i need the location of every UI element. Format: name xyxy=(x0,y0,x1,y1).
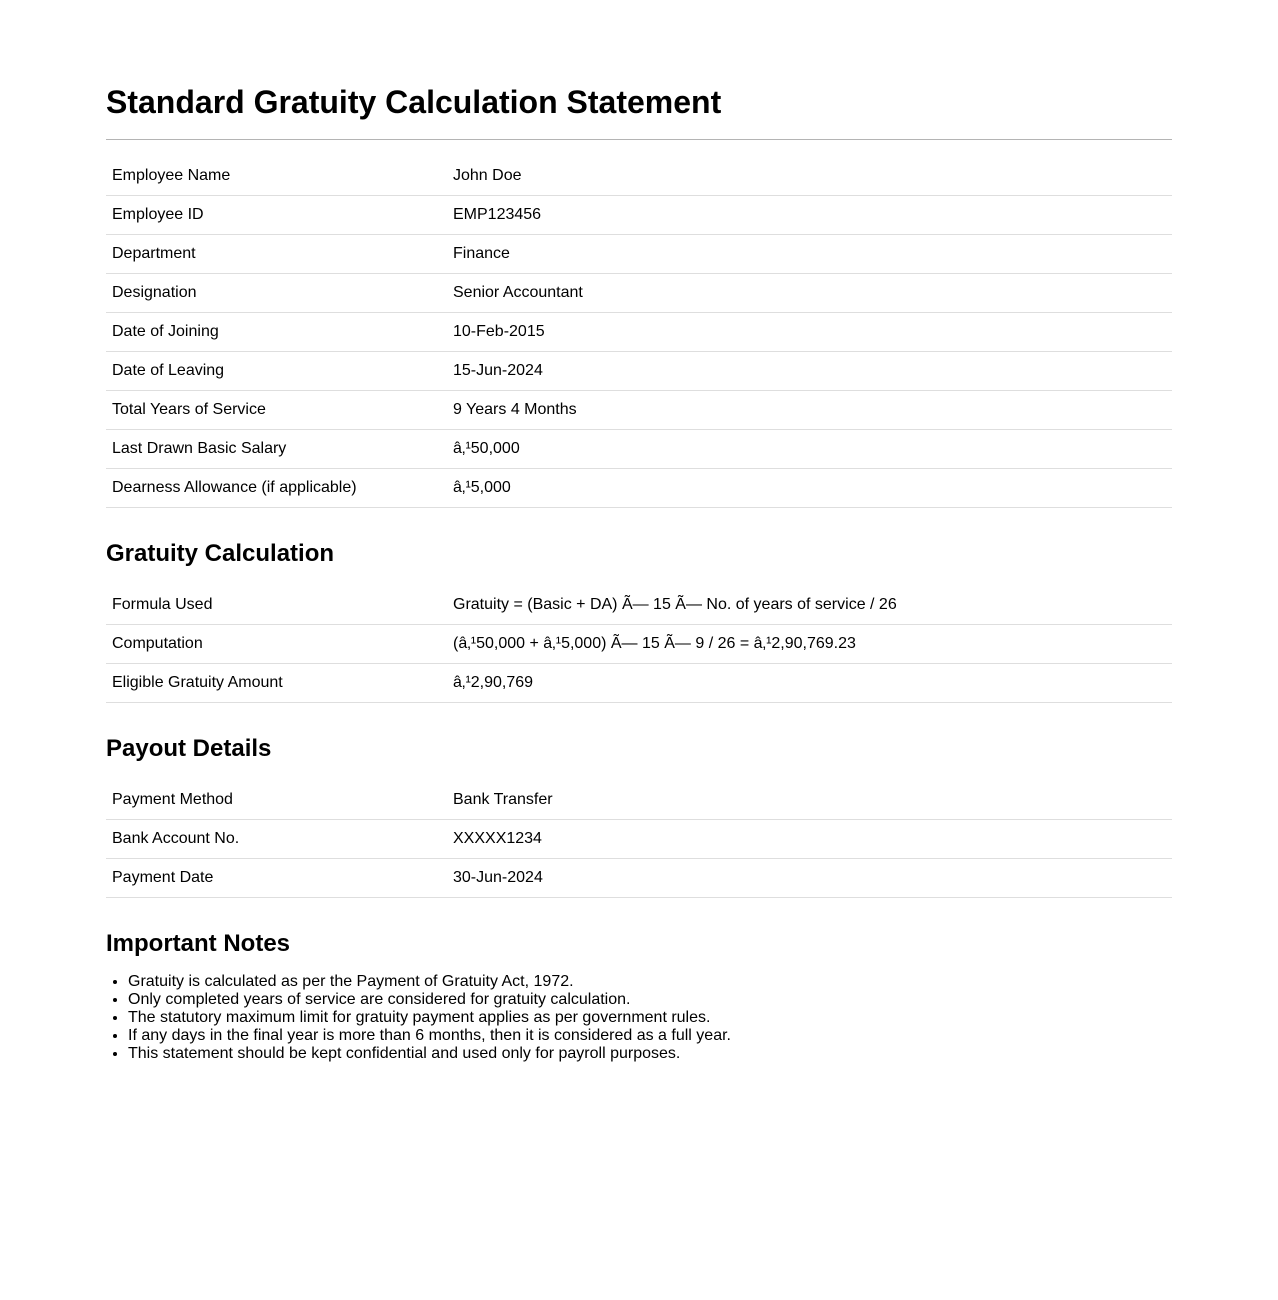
table-row xyxy=(106,859,1172,898)
list-item: • If any days in the final year is more than 6 months, then it is considered as a full year. xyxy=(128,1027,1172,1045)
table-row xyxy=(106,820,1172,859)
row-label: Dearness Allowance (if applicable) xyxy=(106,469,447,508)
row-value: â‚¹5,000 xyxy=(447,469,1172,508)
table-row xyxy=(106,157,1172,196)
gratuity-calculation-table xyxy=(106,586,1172,703)
table-row xyxy=(106,469,1172,508)
row-value: 10-Feb-2015 xyxy=(447,313,1172,352)
row-label: Bank Account No. xyxy=(106,820,447,859)
row-value: Finance xyxy=(447,235,1172,274)
row-label: Employee Name xyxy=(106,157,447,196)
important-notes-heading: Important Notes xyxy=(106,930,291,957)
employee-details-table xyxy=(106,157,1172,508)
list-item: • The statutory maximum limit for gratuity payment applies as per government rules. xyxy=(128,1009,1172,1027)
row-value: Bank Transfer xyxy=(447,781,1172,820)
table-row xyxy=(106,625,1172,664)
table-row xyxy=(106,235,1172,274)
row-label: Computation xyxy=(106,625,447,664)
row-label: Formula Used xyxy=(106,586,447,625)
payout-details-heading: Payout Details xyxy=(106,735,272,762)
notes-list xyxy=(106,973,1172,1063)
row-value: EMP123456 xyxy=(447,196,1172,235)
row-value: XXXXX1234 xyxy=(447,820,1172,859)
row-label: Date of Joining xyxy=(106,313,447,352)
row-label: Eligible Gratuity Amount xyxy=(106,664,447,703)
row-label: Employee ID xyxy=(106,196,447,235)
row-value: â‚¹2,90,769 xyxy=(447,664,1172,703)
row-value: (â‚¹50,000 + â‚¹5,000) Ã— 15 Ã— 9 / 26 = â‚¹2,90,769.23 xyxy=(447,625,1172,664)
payout-details-table xyxy=(106,781,1172,898)
table-row xyxy=(106,430,1172,469)
list-item: • Gratuity is calculated as per the Payment of Gratuity Act, 1972. xyxy=(128,973,1172,991)
row-label: Payment Method xyxy=(106,781,447,820)
row-value: 30-Jun-2024 xyxy=(447,859,1172,898)
table-row xyxy=(106,352,1172,391)
statement-page xyxy=(106,0,1172,1063)
table-row xyxy=(106,274,1172,313)
list-item: • Only completed years of service are considered for gratuity calculation. xyxy=(128,991,1172,1009)
row-label: Date of Leaving xyxy=(106,352,447,391)
table-row xyxy=(106,781,1172,820)
row-label: Designation xyxy=(106,274,447,313)
table-row xyxy=(106,391,1172,430)
row-value: Senior Accountant xyxy=(447,274,1172,313)
row-value: 15-Jun-2024 xyxy=(447,352,1172,391)
row-value: John Doe xyxy=(447,157,1172,196)
list-item: • This statement should be kept confidential and used only for payroll purposes. xyxy=(128,1045,1172,1063)
gratuity-calculation-heading: Gratuity Calculation xyxy=(106,540,335,567)
table-row xyxy=(106,586,1172,625)
title-divider xyxy=(106,139,1172,140)
row-label: Total Years of Service xyxy=(106,391,447,430)
row-label: Last Drawn Basic Salary xyxy=(106,430,447,469)
row-value: â‚¹50,000 xyxy=(447,430,1172,469)
row-label: Payment Date xyxy=(106,859,447,898)
table-row xyxy=(106,664,1172,703)
row-label: Department xyxy=(106,235,447,274)
table-row xyxy=(106,196,1172,235)
page-title: Standard Gratuity Calculation Statement xyxy=(106,84,722,120)
row-value: Gratuity = (Basic + DA) Ã— 15 Ã— No. of years of service / 26 xyxy=(447,586,1172,625)
table-row xyxy=(106,313,1172,352)
row-value: 9 Years 4 Months xyxy=(447,391,1172,430)
